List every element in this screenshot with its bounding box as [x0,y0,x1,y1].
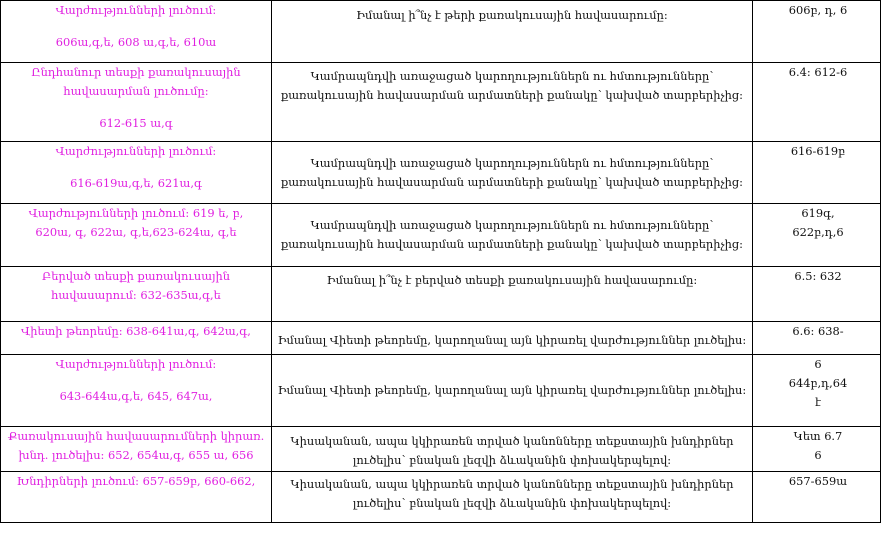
objective-cell [272,142,753,204]
homework-text: 657-659ա [788,474,848,488]
objective-cell [272,204,753,267]
table-body [1,1,881,523]
homework-cell [753,355,881,427]
objective-text: Կիսականան, ապա կկիրառեն տրված կանոնները տեքստային խնդիրներ [290,434,734,448]
topic-text: Վարժությունների լուծում: [55,357,217,371]
table-row [1,322,881,355]
table-row [1,204,881,267]
homework-cell [753,322,881,355]
objective-text: Կիսականան, ապա կկիրառեն տրված կանոնները տեքստային խնդիրներ [290,477,734,491]
topic-cell [1,355,272,427]
objective-text: Իմանալ ի՞նչ է բերված տեսքի քառակուսային հավասարումը: [326,273,698,287]
objective-cell [272,427,753,472]
homework-text: 6.6: 638- [792,324,844,338]
objective-text: Իմանալ Վիետի թեորեմը, կարողանալ այն կիրառել վարժություններ լուծելիս: [277,383,747,397]
table-row [1,267,881,322]
homework-cell [753,267,881,322]
homework-text: 6.5: 632 [794,269,842,283]
topic-text: 606ա,գ,ե, 608 ա,գ,ե, 610ա [55,35,217,49]
homework-text: 6 [814,357,822,371]
topic-text: Խնդիրների լուծում: 657-659բ, 660-662, [16,474,256,488]
objective-text: քառակուսային հավասարման արմատների քանակը՝ կախված տարբերիչից: [280,237,744,251]
homework-text: 606բ, դ, 6 [788,3,848,17]
table-row [1,1,881,63]
objective-text: Իմանալ Վիետի թեորեմը, կարողանալ այն կիրառել վարժություններ լուծելիս: [277,333,747,347]
topic-cell [1,427,272,472]
spacer [1,374,271,387]
homework-cell [753,142,881,204]
objective-cell [272,355,753,427]
homework-text: է [815,395,821,409]
topic-text: 643-644ա,գ,ե, 645, 647ա, [59,389,213,403]
table-row [1,142,881,204]
topic-text: Վարժությունների լուծում: [55,3,217,17]
topic-text: 620ա, գ, 622ա, գ,ե,623-624ա, գ,ե [35,225,237,239]
topic-text: Քառակուսային հավասարումների կիրառ. [7,429,265,443]
objective-cell [272,267,753,322]
topic-text: հավասարման լուծումը: [63,84,209,98]
objective-text: Կամրապնդվի առաջացած կարողություններն ու հմտությունները՝ [310,69,714,83]
objective-text: լուծելիս՝ բնական լեզվի ձևականին փոխակերպելով: [352,496,672,510]
table-row [1,355,881,427]
spacer [1,161,271,174]
topic-cell [1,63,272,142]
homework-text: 616-619բ [790,144,846,158]
objective-cell [272,63,753,142]
topic-cell [1,142,272,204]
homework-cell [753,204,881,267]
objective-text: քառակուսային հավասարման արմատների քանակը՝ կախված տարբերիչից: [280,88,744,102]
topic-cell [1,472,272,523]
homework-cell [753,472,881,523]
topic-text: Վիետի թեորեմը: 638-641ա,գ, 642ա,գ, [21,324,251,338]
objective-text: Կամրապնդվի առաջացած կարողություններն ու հմտությունները՝ [310,218,714,232]
homework-text: Կետ 6.7 [793,429,843,443]
homework-text: 644բ,դ,64 [788,376,848,390]
table-row [1,472,881,523]
objective-cell [272,1,753,63]
topic-cell [1,322,272,355]
topic-text: Վարժությունների լուծում: 619 ե, բ, [28,206,244,220]
topic-text: 616-619ա,գ,ե, 621ա,գ [70,176,202,190]
objective-text: լուծելիս՝ բնական լեզվի ձևականին փոխակերպելով: [352,453,672,467]
topic-cell [1,267,272,322]
objective-text: քառակուսային հավասարման արմատների քանակը՝ կախված տարբերիչից: [280,174,744,189]
homework-cell [753,427,881,472]
objective-text: Իմանալ ի՞նչ է թերի քառակուսային հավասարումը: [356,8,668,22]
homework-text: 619գ, [801,206,835,220]
objective-cell [272,472,753,523]
topic-text: Վարժությունների լուծում: [55,144,217,158]
topic-cell [1,1,272,63]
table-row [1,63,881,142]
table-row [1,427,881,472]
topic-text: 612-615 ա,գ [99,116,173,130]
homework-text: 622բ,դ,6 [792,225,844,239]
spacer [1,20,271,33]
topic-text: հավասարում: 632-635ա,գ,ե [51,288,221,302]
homework-cell [753,63,881,142]
topic-text: Բերված տեսքի քառակուսային [41,269,231,283]
objective-text: Կամրապնդվի առաջացած կարողություններն ու հմտությունները՝ [310,155,714,170]
homework-text: 6.4: 612-6 [788,65,848,79]
topic-cell [1,204,272,267]
homework-cell [753,1,881,63]
homework-text: 6 [814,448,822,462]
objective-cell [272,322,753,355]
topic-text: Ընդհանուր տեսքի քառակուսային [31,65,241,79]
topic-text: խնդ. լուծելիս: 652, 654ա,գ, 655 ա, 656 [18,448,254,462]
spacer [1,101,271,114]
